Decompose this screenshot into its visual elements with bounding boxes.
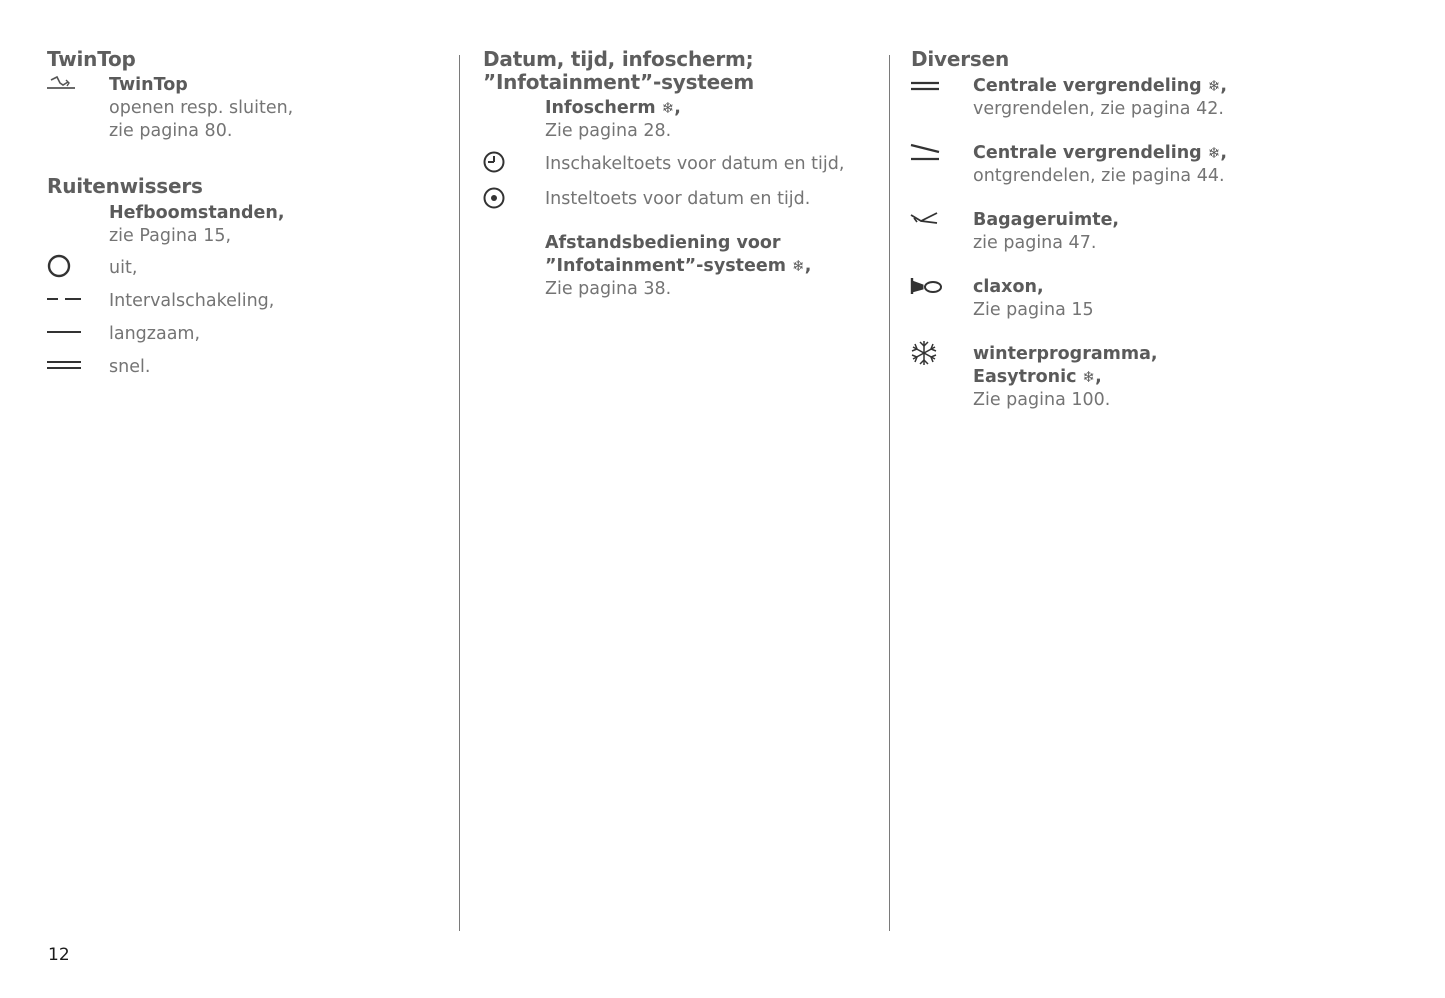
wiper-item-interval [47, 290, 447, 313]
column-twintop-wipers [47, 48, 447, 379]
twintop-line1: openen resp. sluiten, [109, 98, 294, 118]
item-desc: Zie pagina 15 [973, 300, 1094, 320]
column-divider [459, 55, 460, 931]
remote-entry [483, 232, 878, 301]
section-heading-wipers: Ruitenwissers [47, 174, 203, 198]
item-title: Centrale vergrendeling [973, 76, 1202, 96]
item-title2-line [973, 366, 1391, 389]
wiper-item-fast [47, 356, 447, 379]
clock-icon [483, 153, 513, 177]
dashed-line-icon [47, 290, 77, 314]
item-title: claxon, [973, 277, 1044, 297]
wiper-item-label: langzaam, [109, 324, 201, 344]
wiper-item-label: snel. [109, 357, 151, 377]
section-heading-datum [483, 48, 878, 94]
dot-circle-icon [483, 188, 513, 212]
section-heading-diversen: Diversen [911, 47, 1010, 71]
horn-icon [911, 276, 941, 300]
unlock-angle-icon [911, 142, 941, 166]
item-title: winterprogramma, [973, 344, 1158, 364]
datetime-on-label: Inschakeltoets voor datum en tijd, [545, 154, 845, 174]
double-line-icon [47, 356, 77, 380]
infoscherm-title: Infoscherm [545, 98, 656, 118]
twintop-line2: zie pagina 80. [109, 121, 233, 141]
comma: , [1220, 143, 1228, 163]
infoscherm-ref: Zie pagina 28. [545, 121, 672, 141]
datetime-set-label: Insteltoets voor datum en tijd. [545, 189, 811, 209]
item-title-line [973, 142, 1391, 165]
item-title-line [973, 75, 1391, 98]
remote-ref: Zie pagina 38. [545, 279, 672, 299]
single-line-icon [47, 323, 77, 347]
snowflake-asterisk-icon: ❄ [661, 99, 675, 117]
winter-program-entry [911, 343, 1391, 412]
snowflake-asterisk-icon: ❄ [1207, 77, 1221, 95]
remote-line1: Afstandsbediening voor [545, 233, 781, 253]
heading-line1: Datum, tijd, infoscherm; [483, 47, 754, 71]
lock-double-line-icon [911, 75, 941, 99]
trunk-entry [911, 209, 1391, 255]
twintop-entry [47, 74, 447, 143]
item-desc: vergrendelen, zie pagina 42. [973, 99, 1224, 119]
convertible-roof-icon [47, 74, 77, 98]
heading-line2: ”Infotainment”-systeem [483, 70, 755, 94]
central-locking-lock-entry [911, 75, 1391, 121]
snowflake-icon [911, 343, 941, 367]
wipers-ref: zie Pagina 15, [109, 226, 232, 246]
trunk-icon [911, 209, 941, 233]
wiper-item-label: Intervalschakeling, [109, 291, 275, 311]
item-title: Centrale vergrendeling [973, 143, 1202, 163]
horn-entry [911, 276, 1391, 322]
infoscherm-title-line [545, 97, 878, 120]
column-datum-tijd [483, 48, 878, 301]
comma: , [804, 256, 812, 276]
wiper-item-slow [47, 323, 447, 346]
wiper-item-label: uit, [109, 258, 138, 278]
column-divider [889, 55, 890, 931]
comma: , [674, 98, 681, 118]
item-desc: Zie pagina 100. [973, 390, 1111, 410]
remote-line2-wrap [545, 255, 878, 278]
item-title2: Easytronic [973, 367, 1077, 387]
snowflake-asterisk-icon: ❄ [1082, 368, 1096, 386]
comma: , [1095, 367, 1102, 387]
page-number: 12 [48, 945, 70, 965]
infoscherm-entry [483, 97, 878, 143]
twintop-title: TwinTop [109, 75, 188, 95]
column-diversen [911, 48, 1391, 412]
wipers-lever-entry [47, 202, 447, 248]
central-locking-unlock-entry [911, 142, 1391, 188]
section-heading-twintop: TwinTop [47, 47, 136, 71]
remote-line2: ”Infotainment”-systeem [545, 256, 787, 276]
snowflake-asterisk-icon: ❄ [792, 257, 805, 275]
item-title: Bagageruimte, [973, 210, 1120, 230]
comma: , [1220, 76, 1228, 96]
datetime-set-entry [483, 188, 878, 211]
item-desc: zie pagina 47. [973, 233, 1097, 253]
wipers-title: Hefboomstanden, [109, 203, 285, 223]
wiper-item-off [47, 257, 447, 280]
snowflake-asterisk-icon: ❄ [1207, 144, 1221, 162]
circle-off-icon [47, 257, 77, 281]
datetime-on-entry [483, 153, 878, 176]
item-desc: ontgrendelen, zie pagina 44. [973, 166, 1225, 186]
